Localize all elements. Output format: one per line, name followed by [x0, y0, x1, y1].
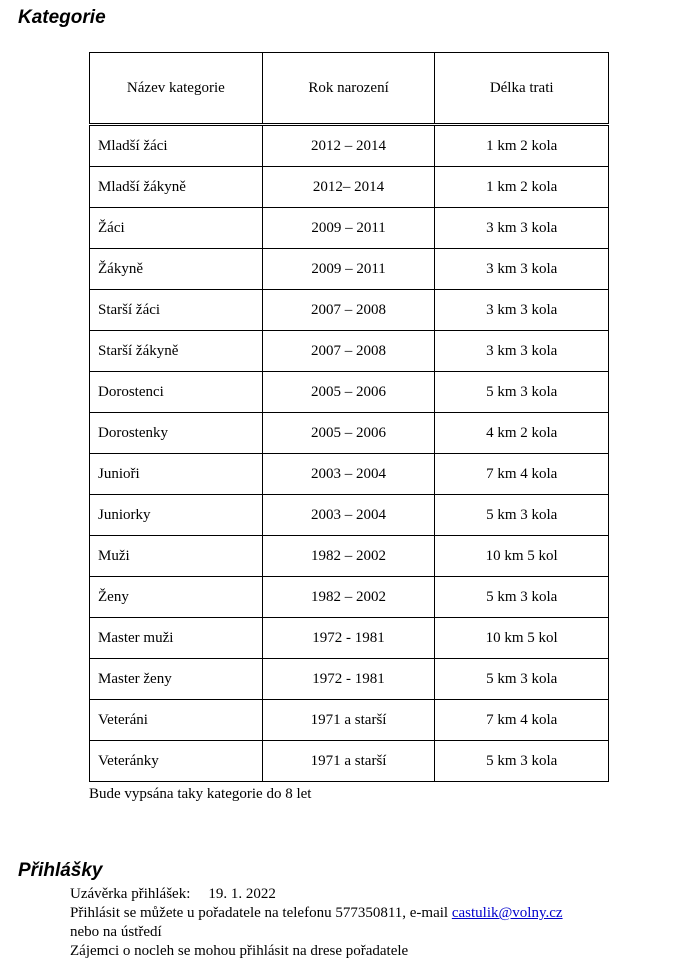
contact-line: [70, 904, 563, 923]
table-row: [90, 741, 609, 782]
section-title-kategorie: Kategorie: [18, 7, 106, 28]
cell-birth-year: 2003 – 2004: [262, 495, 435, 536]
cell-track-length: 5 km 3 kola: [435, 659, 609, 700]
cell-track-length: 1 km 2 kola: [435, 167, 609, 208]
table-row: [90, 208, 609, 249]
cell-track-length: 5 km 3 kola: [435, 741, 609, 782]
cell-category-name: Junioři: [90, 454, 263, 495]
section-title-prihlasky: Přihlášky: [18, 860, 103, 881]
cell-category-name: Mladší žákyně: [90, 167, 263, 208]
table-row: [90, 536, 609, 577]
cell-birth-year: 1982 – 2002: [262, 536, 435, 577]
cell-category-name: Ženy: [90, 577, 263, 618]
cell-category-name: Mladší žáci: [90, 125, 263, 167]
accommodation-line: Zájemci o nocleh se mohou přihlásit na drese pořadatele: [70, 943, 409, 959]
cell-birth-year: 2005 – 2006: [262, 413, 435, 454]
cell-category-name: Master ženy: [90, 659, 263, 700]
table-row: [90, 372, 609, 413]
deadline-line: [70, 885, 563, 904]
deadline-value: 19. 1. 2022: [208, 886, 276, 902]
table-row: [90, 290, 609, 331]
cell-category-name: Veteránky: [90, 741, 263, 782]
cell-track-length: 10 km 5 kol: [435, 536, 609, 577]
header-birth-year: Rok narození: [262, 53, 435, 125]
cell-category-name: Starší žákyně: [90, 331, 263, 372]
header-track-length: Délka trati: [435, 53, 609, 125]
cell-track-length: 1 km 2 kola: [435, 125, 609, 167]
email-link[interactable]: castulik@volny.cz: [451, 905, 563, 921]
cell-birth-year: 2012 – 2014: [262, 125, 435, 167]
cell-category-name: Žáci: [90, 208, 263, 249]
cell-birth-year: 2012– 2014: [262, 167, 435, 208]
table-row: [90, 577, 609, 618]
table-row: [90, 454, 609, 495]
table-row: [90, 659, 609, 700]
categories-table: [89, 52, 609, 782]
cell-birth-year: 2003 – 2004: [262, 454, 435, 495]
cell-birth-year: 1971 a starší: [262, 700, 435, 741]
cell-track-length: 3 km 3 kola: [435, 208, 609, 249]
cell-track-length: 4 km 2 kola: [435, 413, 609, 454]
cell-birth-year: 2009 – 2011: [262, 249, 435, 290]
cell-birth-year: 2007 – 2008: [262, 331, 435, 372]
cell-category-name: Starší žáci: [90, 290, 263, 331]
cell-track-length: 3 km 3 kola: [435, 290, 609, 331]
table-row: [90, 125, 609, 167]
table-row: [90, 618, 609, 659]
cell-category-name: Dorostenci: [90, 372, 263, 413]
cell-track-length: 10 km 5 kol: [435, 618, 609, 659]
deadline-label: Uzávěrka přihlášek:: [70, 886, 191, 902]
cell-birth-year: 1972 - 1981: [262, 618, 435, 659]
cell-track-length: 5 km 3 kola: [435, 372, 609, 413]
cell-birth-year: 1971 a starší: [262, 741, 435, 782]
cell-track-length: 3 km 3 kola: [435, 249, 609, 290]
cell-category-name: Dorostenky: [90, 413, 263, 454]
cell-category-name: Juniorky: [90, 495, 263, 536]
table-row: [90, 167, 609, 208]
cell-track-length: 3 km 3 kola: [435, 331, 609, 372]
office-line: nebo na ústředí: [70, 924, 162, 940]
cell-birth-year: 2005 – 2006: [262, 372, 435, 413]
table-row: [90, 413, 609, 454]
cell-track-length: 7 km 4 kola: [435, 700, 609, 741]
cell-category-name: Žákyně: [90, 249, 263, 290]
table-row: [90, 331, 609, 372]
cell-category-name: Veteráni: [90, 700, 263, 741]
table-header-row: [90, 53, 609, 125]
table-row: [90, 495, 609, 536]
cell-category-name: Muži: [90, 536, 263, 577]
table-row: [90, 700, 609, 741]
cell-birth-year: 2007 – 2008: [262, 290, 435, 331]
header-category-name: Název kategorie: [90, 53, 263, 125]
cell-track-length: 5 km 3 kola: [435, 495, 609, 536]
cell-birth-year: 2009 – 2011: [262, 208, 435, 249]
cell-track-length: 7 km 4 kola: [435, 454, 609, 495]
table-note: Bude vypsána taky kategorie do 8 let: [89, 786, 312, 802]
table-row: [90, 249, 609, 290]
cell-birth-year: 1972 - 1981: [262, 659, 435, 700]
cell-birth-year: 1982 – 2002: [262, 577, 435, 618]
cell-track-length: 5 km 3 kola: [435, 577, 609, 618]
contact-text: Přihlásit se můžete u pořadatele na telefonu 577350811, e-mail: [70, 905, 452, 921]
registration-info: [70, 885, 563, 961]
cell-category-name: Master muži: [90, 618, 263, 659]
